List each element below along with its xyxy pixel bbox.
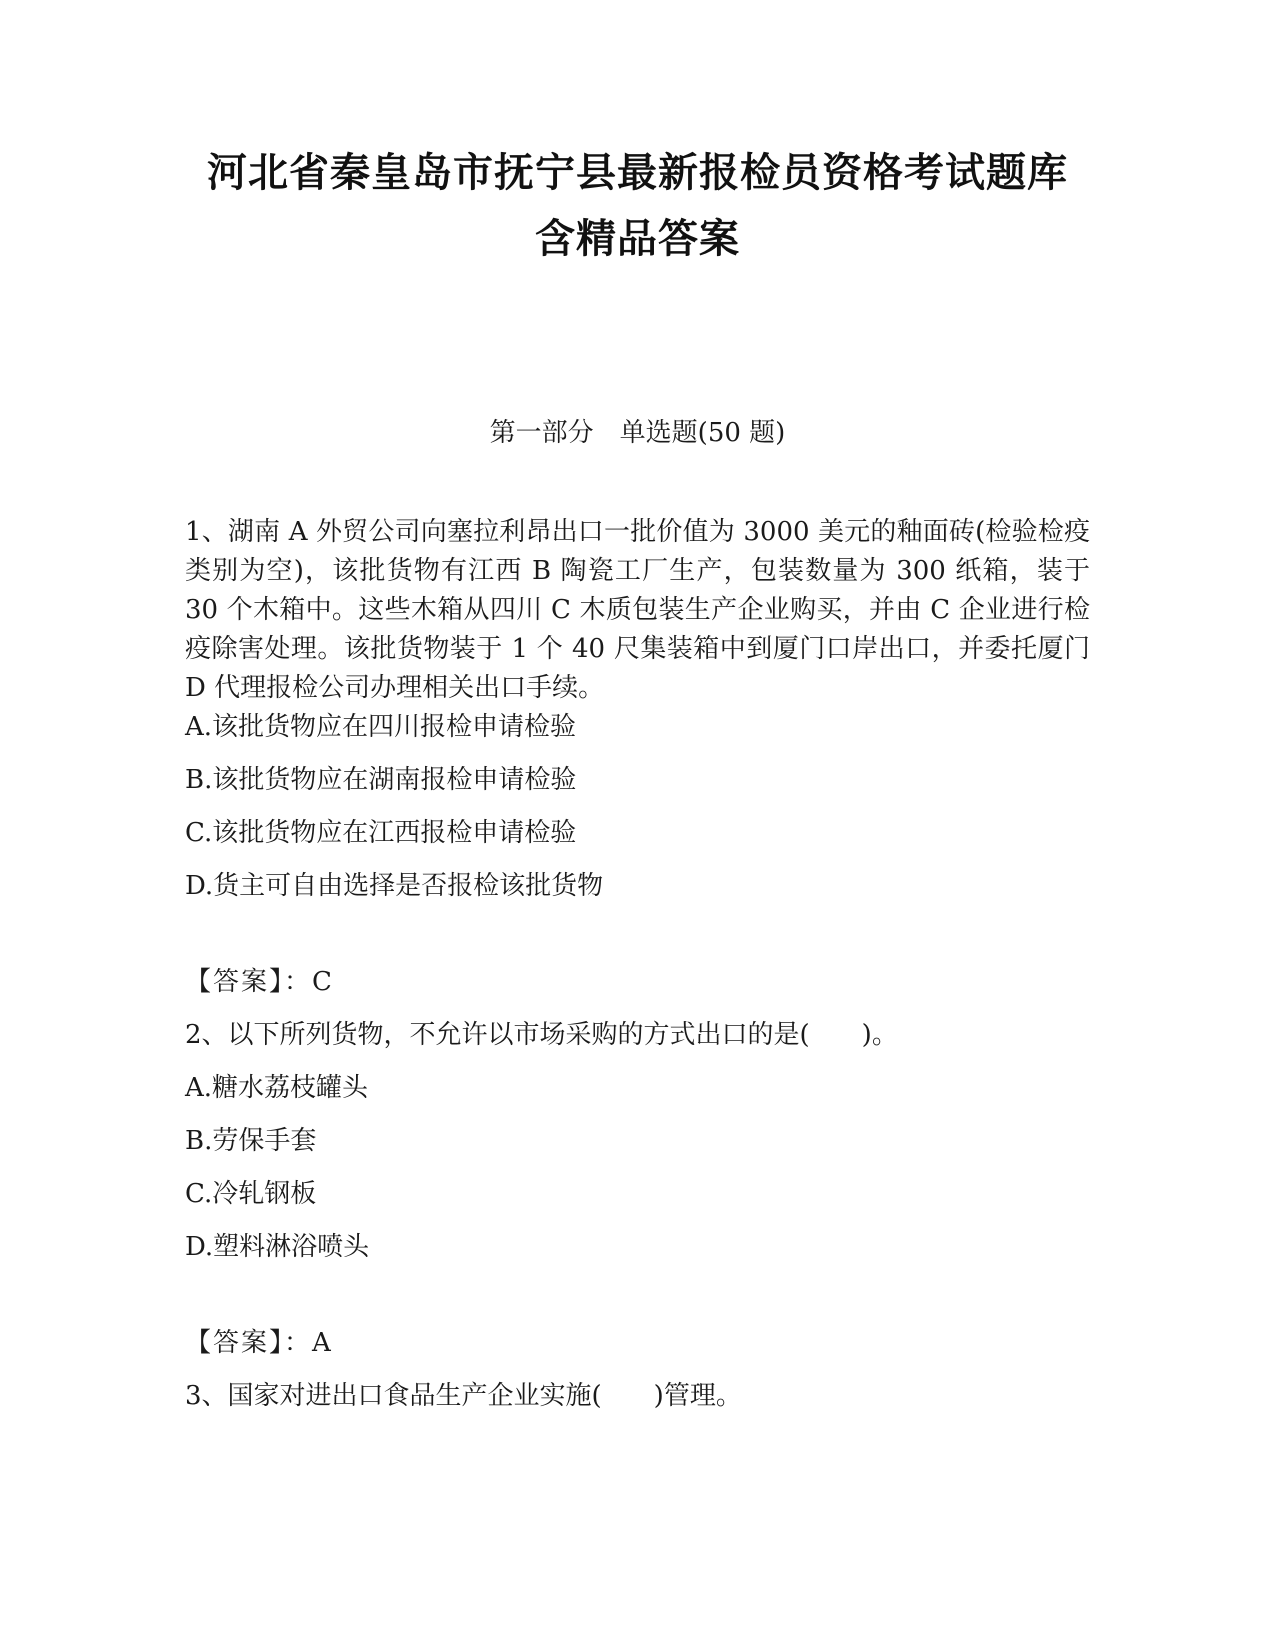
question-2-option-a: A.糖水荔枝罐头 <box>185 1073 369 1103</box>
document-title-line-2: 含精品答案 <box>535 216 740 262</box>
question-1-answer <box>185 964 1090 1000</box>
question-2-option-b: B.劳保手套 <box>185 1126 317 1156</box>
question-1-option-a: A.该批货物应在四川报检申请检验 <box>185 712 577 742</box>
question-2-option-c: C.冷轧钢板 <box>185 1179 317 1209</box>
answer-label: 【答案】： <box>185 1328 313 1358</box>
section-heading: 第一部分 单选题(50 题) <box>489 418 786 448</box>
question-1-option-d: D.货主可自由选择是否报检该批货物 <box>185 871 604 901</box>
question-3-stem: 3、国家对进出口食品生产企业实施( )管理。 <box>185 1381 742 1411</box>
answer-value: A <box>312 1328 331 1358</box>
answer-value: C <box>312 967 332 997</box>
question-2-answer <box>185 1325 1090 1361</box>
question-2-option-d: D.塑料淋浴喷头 <box>185 1232 370 1262</box>
document-title <box>150 140 1125 272</box>
question-1-option-b: B.该批货物应在湖南报检申请检验 <box>185 765 577 795</box>
question-2-stem: 2、以下所列货物，不允许以市场采购的方式出口的是( )。 <box>185 1020 898 1050</box>
question-1-stem: 1、湖南 A 外贸公司向塞拉利昂出口一批价值为 3000 美元的釉面砖(检验检疫类别为空)，该批货物有江西 B 陶瓷工厂生产，包装数量为 300 纸箱，装于 30 个木箱中。这些木箱从四川 C 木质包装生产企业购买，并由 C 企业进行检疫除害处理。该批货物装于 1 个 40 尺集装箱中到厦门口岸出口，并委托厦门 D 代理报检公司办理相关出口手续。 <box>185 517 1090 703</box>
answer-label: 【答案】： <box>185 967 313 997</box>
document-title-line-1: 河北省秦皇岛市抚宁县最新报检员资格考试题库 <box>207 150 1068 196</box>
question-1-option-c: C.该批货物应在江西报检申请检验 <box>185 818 577 848</box>
